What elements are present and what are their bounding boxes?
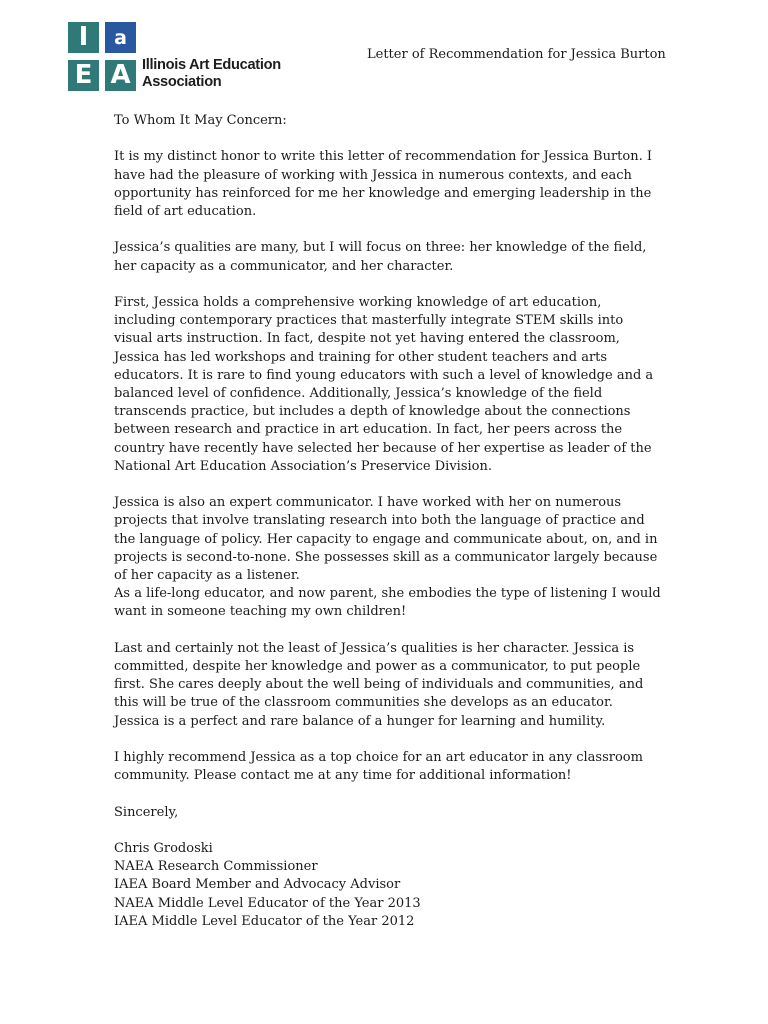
signature-block [114, 840, 662, 931]
signer-title-1: NAEA Research Commissioner [114, 859, 318, 875]
paragraph-knowledge: First, Jessica holds a comprehensive working knowledge of art education, including contemporary practices that masterfully integrate STEM skills into visual arts instruction. In fact, despite not yet having entered the classroom, Jessica has led workshops and training for other student teachers and arts educators. It is rare to find young educators with such a level of knowledge and a balanced level of confidence. Additionally, Jessica’s knowledge of the field transcends practice, but includes a depth of knowledge about the connections between research and practice in art education. In fact, her peers across the country have recently have selected her because of her expertise as leader of the National Art Education Association’s Preservice Division. [114, 294, 654, 474]
paragraph-character: Last and certainly not the least of Jessica’s qualities is her character. Jessica is committed, despite her knowledge and power as a communicator, to put people first. She cares deeply about the well being of individuals and communities, and this will be true of the classroom communities she develops as an educator. Jessica is a perfect and rare balance of a hunger for learning and humility. [114, 640, 644, 729]
paragraph-intro: It is my distinct honor to write this letter of recommendation for Jessica Burton. I have had the pleasure of working with Jessica in numerous contexts, and each opportunity has reinforced for me her knowledge and emerging leadership in the field of art education. [114, 149, 652, 219]
paragraph-communicator: Jessica is also an expert communicator. I have worked with her on numerous projects that involve translating research into both the language of practice and the language of policy. Her capacity to engage and communicate about, on, and in projects is second-to-none. She possesses skill as a communicator largely because of her capacity as a listener. [114, 495, 658, 584]
paragraph-qualities: Jessica’s qualities are many, but I will focus on three: her knowledge of the field, her capacity as a communicator, and her character. [114, 240, 647, 274]
document-title: Letter of Recommendation for Jessica Burton [367, 47, 666, 62]
org-name-line-1: Illinois Art Education [142, 57, 281, 73]
closing: Sincerely, [114, 804, 179, 820]
logo-tile-a-small: a [105, 22, 136, 53]
signer-title-3: NAEA Middle Level Educator of the Year 2013 [114, 895, 421, 911]
org-name [142, 57, 281, 91]
signer-title-4: IAEA Middle Level Educator of the Year 2012 [114, 913, 415, 929]
iaea-logo [68, 22, 298, 92]
logo-tile-a: A [105, 60, 136, 91]
logo-tile-e: E [68, 60, 99, 91]
logo-tile-i: I [68, 22, 99, 53]
signer-name: Chris Grodoski [114, 841, 213, 856]
paragraph-listening: As a life-long educator, and now parent, she embodies the type of listening I would want in someone teaching my own children! [114, 586, 661, 620]
salutation: To Whom It May Concern: [114, 113, 287, 128]
letter-body [114, 112, 662, 931]
signer-title-2: IAEA Board Member and Advocacy Advisor [114, 877, 401, 893]
paragraph-recommend: I highly recommend Jessica as a top choice for an art educator in any classroom community. Please contact me at any time for additional information! [114, 750, 643, 784]
org-name-line-2: Association [142, 74, 222, 90]
